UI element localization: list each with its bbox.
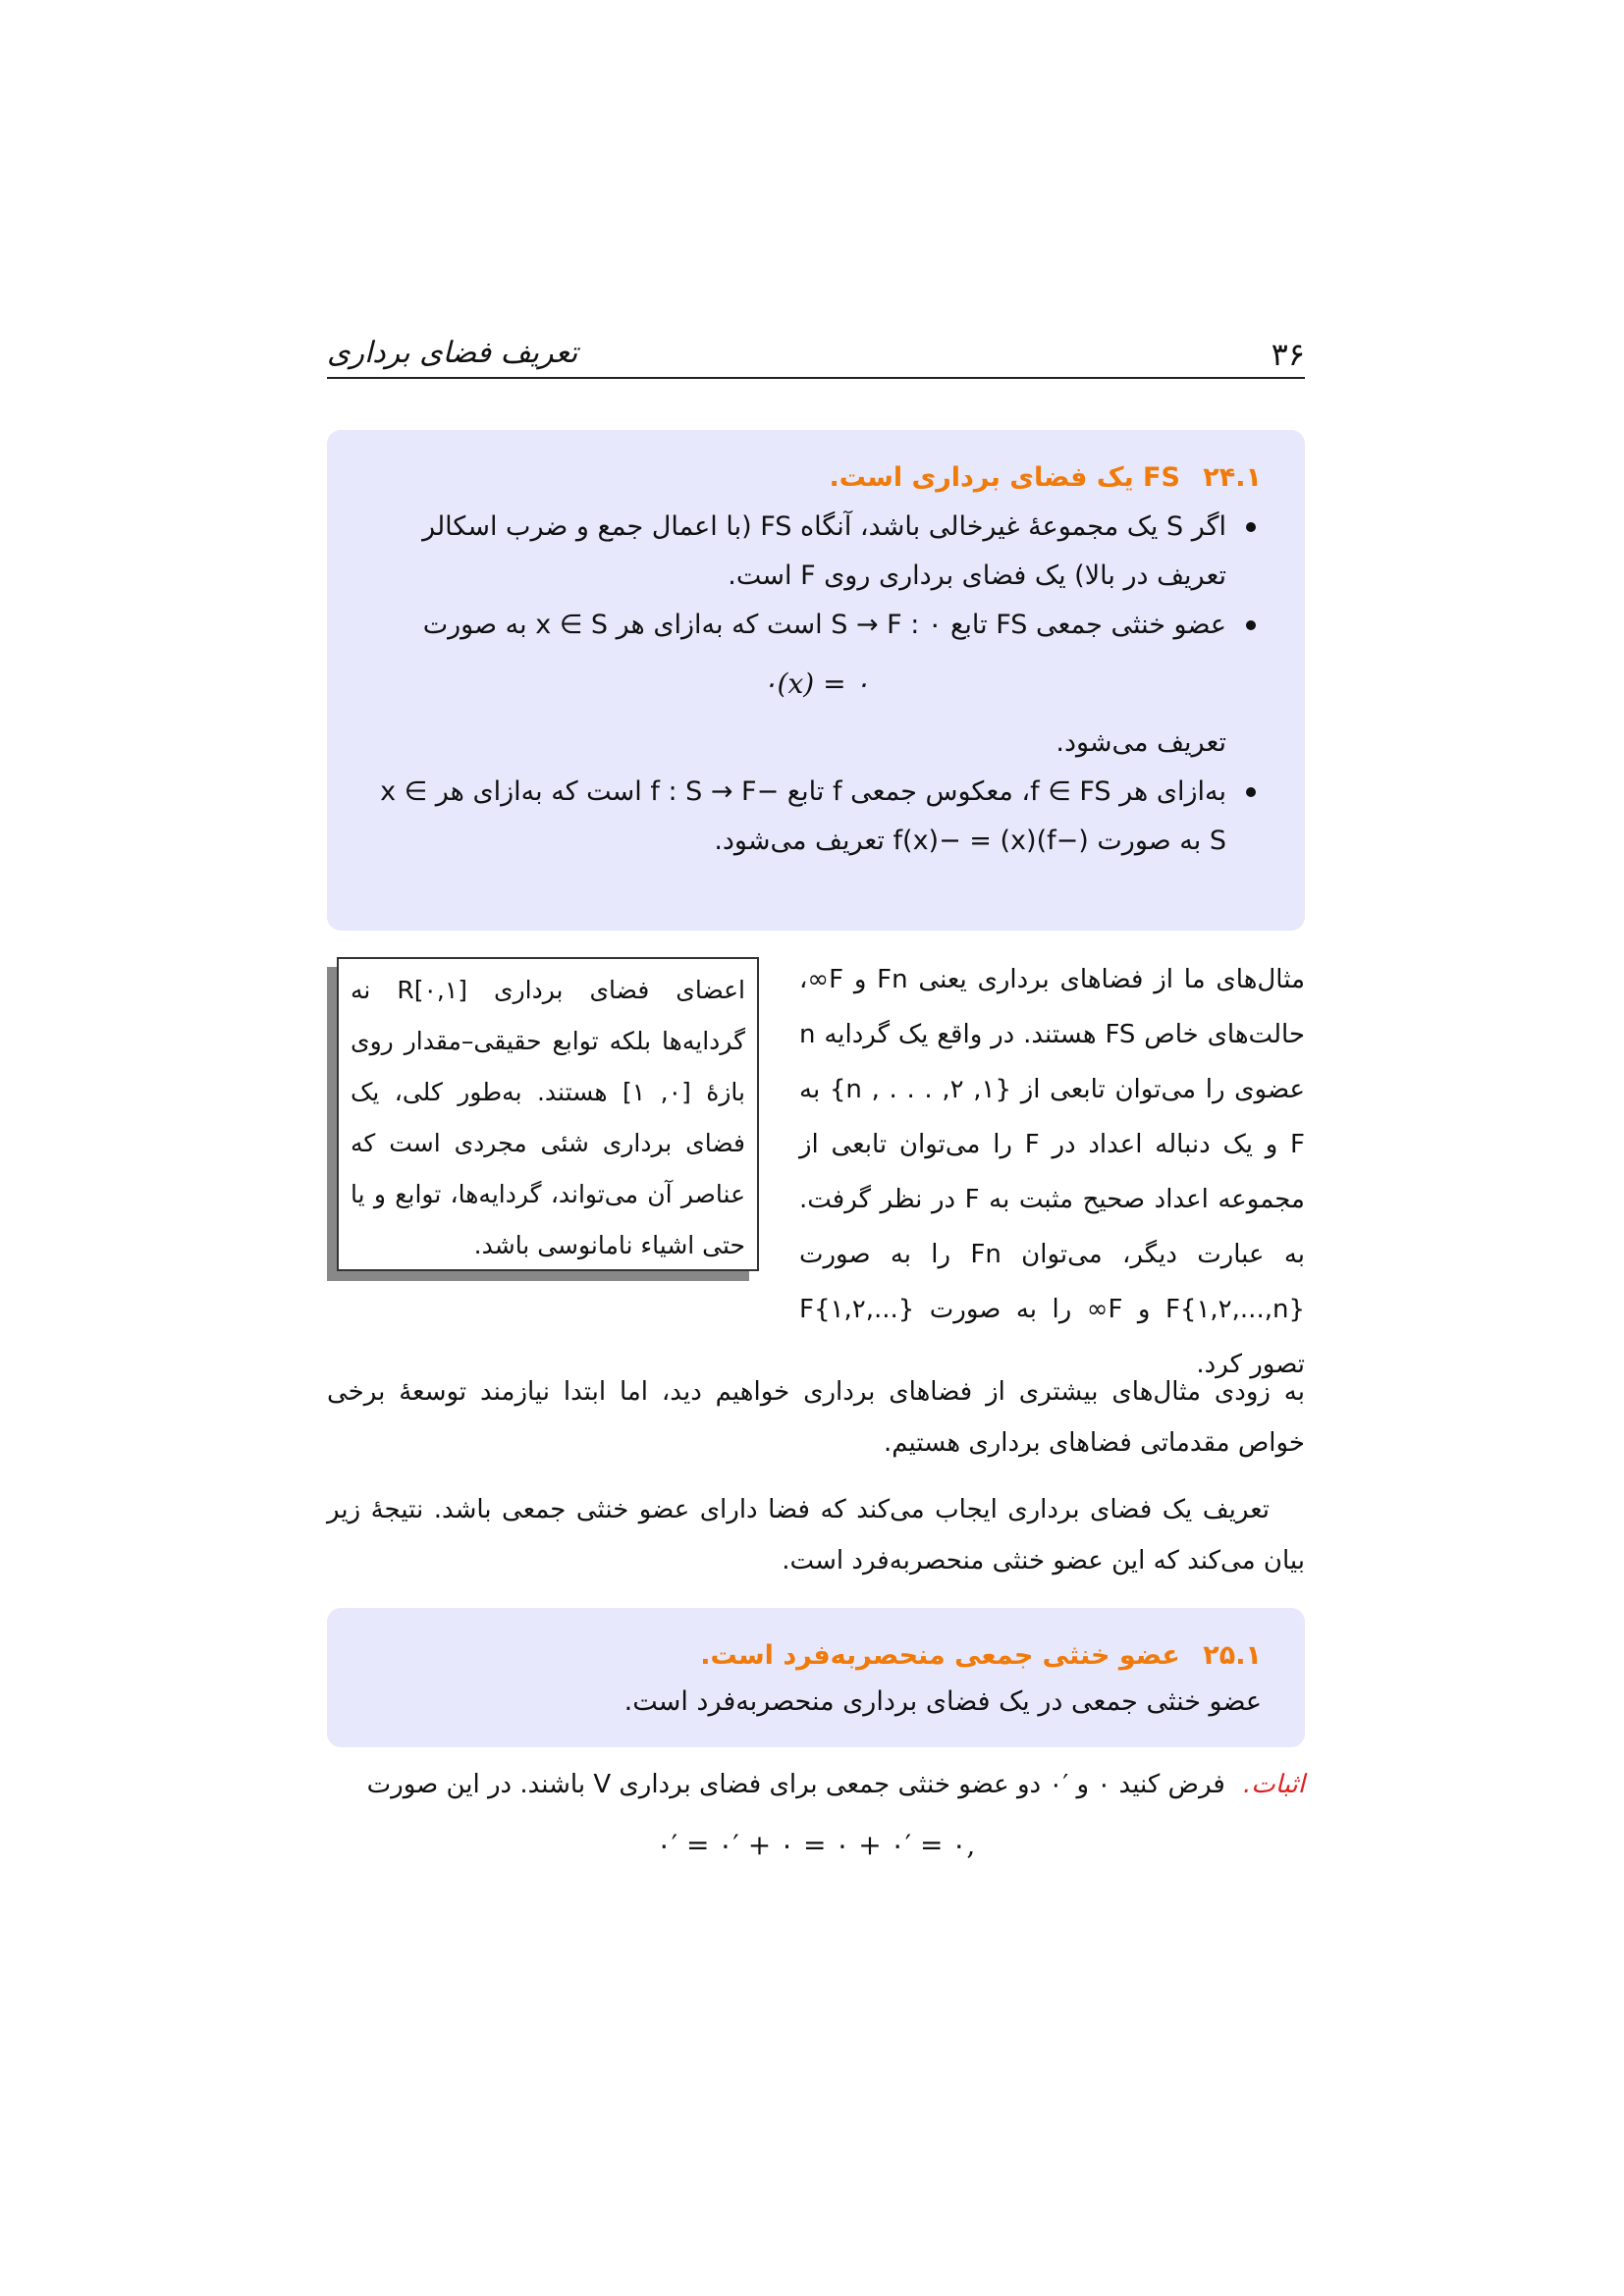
theorem-body: عضو خنثی جمعی در یک فضای برداری منحصربه‌فرد است. bbox=[623, 1686, 1262, 1717]
proof-paragraph bbox=[327, 1759, 1305, 1810]
theorem-box-1-25 bbox=[327, 1608, 1305, 1747]
examples-paragraph: مثال‌های ما از فضاهای برداری یعنی Fn و F∞، حالت‌های خاص FS هستند. در واقع یک گردایه n عضوی را می‌توان تابعی از {۱, ۲, . . . , n} به F و یک دنباله اعداد در F را می‌توان تابعی از مجموعه اعداد صحیح مثبت به F در نظر گرفت. به عبارت دیگر، می‌توان Fn را به صورت F{۱,۲,...,n} و F∞ را به صورت F{۱,۲,...} تصور کرد. bbox=[799, 965, 1306, 1379]
display-equation: ۰(x) = ۰ bbox=[762, 667, 870, 700]
theorem-title: عضو خنثی جمعی منحصربه‌فرد است. bbox=[700, 1640, 1180, 1671]
paragraph: تعریف یک فضای برداری ایجاب می‌کند که فضا دارای عضو خنثی جمعی باشد. نتیجهٔ زیر بیان می‌کند که این عضو خنثی منحصربه‌فرد است. bbox=[327, 1495, 1305, 1575]
margin-note-box: اعضای فضای برداری R[۰,۱] نه گردایه‌ها بلکه توابع حقیقی–مقدار روی بازهٔ [۰, ۱] هستند. به‌طور کلی، یک فضای برداری شئی مجردی است که عناصر آن می‌تواند، گردایه‌ها، توابع و یا حتی اشیاء نامانوسی باشد. bbox=[337, 957, 759, 1271]
bullet-item: عضو خنثی جمعی FS تابع S → F : ۰ است که به‌ازای هر x ∈ S به صورت bbox=[370, 601, 1262, 650]
theorem-box-1-24 bbox=[327, 430, 1305, 931]
theorem-bullet-list bbox=[370, 768, 1262, 866]
theorem-number: ۲۴.۱ bbox=[1203, 462, 1262, 493]
page-number: ۳۶ bbox=[1271, 336, 1305, 373]
theorem-bullet-list bbox=[370, 503, 1262, 650]
bullet-item: اگر S یک مجموعهٔ غیرخالی باشد، آنگاه FS (با اعمال جمع و ضرب اسکالر تعریف در بالا) یک فضای برداری روی F است. bbox=[370, 503, 1262, 601]
running-title: تعریف فضای برداری bbox=[327, 336, 578, 370]
examples-section bbox=[327, 952, 1306, 1379]
paragraph: به زودی مثال‌های بیشتری از فضاهای برداری خواهیم دید، اما ابتدا نیازمند توسعهٔ برخی خواص مقدماتی فضاهای برداری هستیم. bbox=[327, 1377, 1305, 1458]
page-header bbox=[327, 330, 1305, 379]
proof-text: فرض کنید ۰ و ′۰ دو عضو خنثی جمعی برای فضای برداری V باشند. در این صورت bbox=[366, 1770, 1225, 1799]
equation-continuation: تعریف می‌شود. bbox=[1056, 727, 1226, 758]
bullet-item: به‌ازای هر f ∈ FS، معکوس جمعی f تابع −f : S → F است که به‌ازای هر x ∈ S به صورت (−f)(x) = −f(x) تعریف می‌شود. bbox=[370, 768, 1262, 866]
theorem-title: FS یک فضای برداری است. bbox=[829, 462, 1180, 493]
theorem-number: ۲۵.۱ bbox=[1203, 1640, 1262, 1671]
proof-label: اثبات. bbox=[1243, 1770, 1305, 1799]
proof-equation: ۰′ = ۰′ + ۰ = ۰ + ۰′ = ۰, bbox=[656, 1829, 976, 1861]
theorem-heading bbox=[370, 1631, 1262, 1681]
theorem-heading bbox=[370, 454, 1262, 503]
